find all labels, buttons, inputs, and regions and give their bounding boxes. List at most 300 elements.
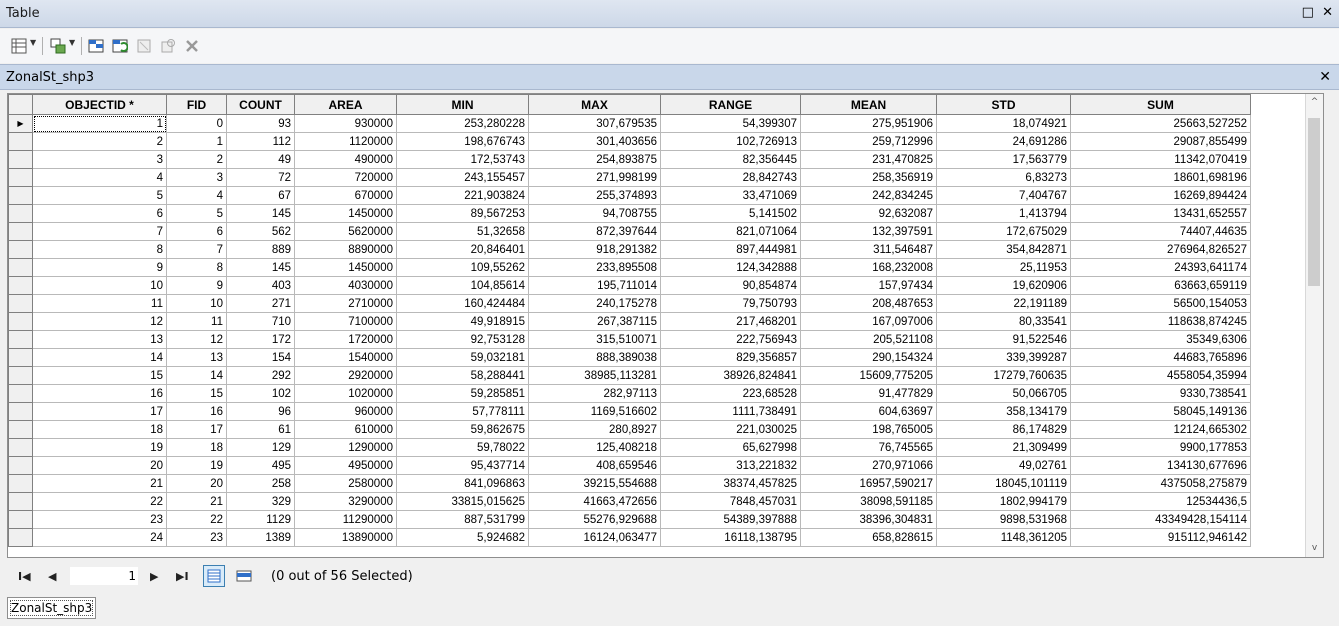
- table-cell[interactable]: 9: [33, 259, 167, 277]
- table-cell[interactable]: 354,842871: [937, 241, 1071, 259]
- table-cell[interactable]: 21,309499: [937, 439, 1071, 457]
- table-cell[interactable]: 12: [167, 331, 227, 349]
- table-cell[interactable]: 9330,738541: [1071, 385, 1251, 403]
- table-cell[interactable]: 1450000: [295, 259, 397, 277]
- table-cell[interactable]: 205,521108: [801, 331, 937, 349]
- table-cell[interactable]: 222,756943: [661, 331, 801, 349]
- table-cell[interactable]: 92,753128: [397, 331, 529, 349]
- table-cell[interactable]: 1389: [227, 529, 295, 547]
- table-cell[interactable]: 38396,304831: [801, 511, 937, 529]
- table-cell[interactable]: 243,155457: [397, 169, 529, 187]
- row-selector[interactable]: [9, 295, 33, 313]
- table-cell[interactable]: 124,342888: [661, 259, 801, 277]
- table-cell[interactable]: 15: [167, 385, 227, 403]
- table-cell[interactable]: 1450000: [295, 205, 397, 223]
- table-cell[interactable]: 12534436,5: [1071, 493, 1251, 511]
- table-cell[interactable]: 253,280228: [397, 115, 529, 133]
- table-cell[interactable]: 8: [33, 241, 167, 259]
- table-cell[interactable]: 610000: [295, 421, 397, 439]
- table-cell[interactable]: 90,854874: [661, 277, 801, 295]
- table-cell[interactable]: 61: [227, 421, 295, 439]
- table-cell[interactable]: 2920000: [295, 367, 397, 385]
- restore-window-button[interactable]: □: [1301, 5, 1314, 20]
- row-selector[interactable]: [9, 277, 33, 295]
- table-cell[interactable]: 1111,738491: [661, 403, 801, 421]
- table-options-icon[interactable]: [9, 36, 29, 56]
- table-cell[interactable]: 18601,698196: [1071, 169, 1251, 187]
- table-row[interactable]: [9, 367, 1258, 385]
- table-cell[interactable]: 4950000: [295, 457, 397, 475]
- table-row[interactable]: [9, 205, 1258, 223]
- table-cell[interactable]: 12: [33, 313, 167, 331]
- table-cell[interactable]: 3290000: [295, 493, 397, 511]
- table-cell[interactable]: 20: [33, 457, 167, 475]
- table-cell[interactable]: 80,33541: [937, 313, 1071, 331]
- table-cell[interactable]: 18045,101119: [937, 475, 1071, 493]
- table-row[interactable]: [9, 511, 1258, 529]
- table-cell[interactable]: 56500,154053: [1071, 295, 1251, 313]
- table-cell[interactable]: 930000: [295, 115, 397, 133]
- table-cell[interactable]: 17,563779: [937, 151, 1071, 169]
- row-selector[interactable]: [9, 439, 33, 457]
- table-cell[interactable]: 22,191189: [937, 295, 1071, 313]
- table-cell[interactable]: 10: [167, 295, 227, 313]
- table-cell[interactable]: 4375058,275879: [1071, 475, 1251, 493]
- table-cell[interactable]: 1720000: [295, 331, 397, 349]
- table-cell[interactable]: 887,531799: [397, 511, 529, 529]
- table-cell[interactable]: 208,487653: [801, 295, 937, 313]
- table-row[interactable]: [9, 133, 1258, 151]
- table-cell[interactable]: 67: [227, 187, 295, 205]
- table-cell[interactable]: 134130,677696: [1071, 457, 1251, 475]
- table-cell[interactable]: 292: [227, 367, 295, 385]
- related-tables-icon[interactable]: [48, 36, 68, 56]
- table-cell[interactable]: 221,903824: [397, 187, 529, 205]
- row-selector[interactable]: [9, 133, 33, 151]
- row-selector[interactable]: [9, 457, 33, 475]
- table-cell[interactable]: 17279,760635: [937, 367, 1071, 385]
- table-cell[interactable]: 104,85614: [397, 277, 529, 295]
- table-cell[interactable]: 50,066705: [937, 385, 1071, 403]
- table-cell[interactable]: 915112,946142: [1071, 529, 1251, 547]
- first-record-icon[interactable]: I◀: [18, 570, 31, 583]
- table-cell[interactable]: 172: [227, 331, 295, 349]
- table-cell[interactable]: 20: [167, 475, 227, 493]
- table-cell[interactable]: 93: [227, 115, 295, 133]
- scroll-down-icon[interactable]: v: [1311, 543, 1318, 553]
- table-cell[interactable]: 5620000: [295, 223, 397, 241]
- table-cell[interactable]: 339,399287: [937, 349, 1071, 367]
- table-cell[interactable]: 25663,527252: [1071, 115, 1251, 133]
- table-cell[interactable]: 1169,516602: [529, 403, 661, 421]
- table-cell[interactable]: 11342,070419: [1071, 151, 1251, 169]
- column-header[interactable]: MEAN: [801, 95, 937, 115]
- table-cell[interactable]: 495: [227, 457, 295, 475]
- table-cell[interactable]: 95,437714: [397, 457, 529, 475]
- table-cell[interactable]: 18: [167, 439, 227, 457]
- table-cell[interactable]: 195,711014: [529, 277, 661, 295]
- table-cell[interactable]: 94,708755: [529, 205, 661, 223]
- table-cell[interactable]: 11: [33, 295, 167, 313]
- table-cell[interactable]: 102,726913: [661, 133, 801, 151]
- table-cell[interactable]: 280,8927: [529, 421, 661, 439]
- table-cell[interactable]: 15: [33, 367, 167, 385]
- table-cell[interactable]: 1129: [227, 511, 295, 529]
- table-cell[interactable]: 13: [33, 331, 167, 349]
- table-cell[interactable]: 38985,113281: [529, 367, 661, 385]
- table-row[interactable]: [9, 223, 1258, 241]
- last-record-icon[interactable]: ▶I: [176, 570, 189, 583]
- table-cell[interactable]: 358,134179: [937, 403, 1071, 421]
- table-cell[interactable]: 172,53743: [397, 151, 529, 169]
- table-cell[interactable]: 58045,149136: [1071, 403, 1251, 421]
- row-selector[interactable]: [9, 385, 33, 403]
- table-cell[interactable]: 918,291382: [529, 241, 661, 259]
- table-cell[interactable]: 44683,765896: [1071, 349, 1251, 367]
- table-cell[interactable]: 86,174829: [937, 421, 1071, 439]
- row-selector[interactable]: [9, 367, 33, 385]
- table-cell[interactable]: 0: [167, 115, 227, 133]
- table-cell[interactable]: 198,676743: [397, 133, 529, 151]
- table-cell[interactable]: 16: [33, 385, 167, 403]
- table-cell[interactable]: 59,862675: [397, 421, 529, 439]
- row-selector[interactable]: [9, 349, 33, 367]
- column-header[interactable]: OBJECTID *: [33, 95, 167, 115]
- table-cell[interactable]: 258: [227, 475, 295, 493]
- column-header[interactable]: STD: [937, 95, 1071, 115]
- table-cell[interactable]: 315,510071: [529, 331, 661, 349]
- row-selector[interactable]: [9, 421, 33, 439]
- table-row[interactable]: [9, 169, 1258, 187]
- table-cell[interactable]: 16269,894424: [1071, 187, 1251, 205]
- table-row[interactable]: [9, 385, 1258, 403]
- table-cell[interactable]: 720000: [295, 169, 397, 187]
- table-cell[interactable]: 1290000: [295, 439, 397, 457]
- row-selector[interactable]: [9, 475, 33, 493]
- table-cell[interactable]: 670000: [295, 187, 397, 205]
- table-cell[interactable]: 329: [227, 493, 295, 511]
- show-all-records-icon[interactable]: [203, 565, 225, 587]
- table-cell[interactable]: 172,675029: [937, 223, 1071, 241]
- row-selector[interactable]: [9, 169, 33, 187]
- table-cell[interactable]: 403: [227, 277, 295, 295]
- table-cell[interactable]: 14: [167, 367, 227, 385]
- table-cell[interactable]: 145: [227, 205, 295, 223]
- table-cell[interactable]: 91,477829: [801, 385, 937, 403]
- table-cell[interactable]: 19: [33, 439, 167, 457]
- table-cell[interactable]: 7,404767: [937, 187, 1071, 205]
- table-row[interactable]: [9, 421, 1258, 439]
- table-cell[interactable]: 41663,472656: [529, 493, 661, 511]
- table-cell[interactable]: 38098,591185: [801, 493, 937, 511]
- table-cell[interactable]: 28,842743: [661, 169, 801, 187]
- table-cell[interactable]: 29087,855499: [1071, 133, 1251, 151]
- table-cell[interactable]: 8: [167, 259, 227, 277]
- table-cell[interactable]: 658,828615: [801, 529, 937, 547]
- table-cell[interactable]: 49,02761: [937, 457, 1071, 475]
- table-cell[interactable]: 112: [227, 133, 295, 151]
- table-cell[interactable]: 38374,457825: [661, 475, 801, 493]
- table-cell[interactable]: 240,175278: [529, 295, 661, 313]
- table-cell[interactable]: 897,444981: [661, 241, 801, 259]
- table-cell[interactable]: 35349,6306: [1071, 331, 1251, 349]
- table-cell[interactable]: 5,141502: [661, 205, 801, 223]
- close-layer-button[interactable]: ✕: [1319, 69, 1331, 85]
- table-cell[interactable]: 4030000: [295, 277, 397, 295]
- table-cell[interactable]: 38926,824841: [661, 367, 801, 385]
- table-cell[interactable]: 2710000: [295, 295, 397, 313]
- table-cell[interactable]: 57,778111: [397, 403, 529, 421]
- row-selector[interactable]: [9, 223, 33, 241]
- table-cell[interactable]: 3: [33, 151, 167, 169]
- table-cell[interactable]: 960000: [295, 403, 397, 421]
- table-cell[interactable]: 33,471069: [661, 187, 801, 205]
- column-header[interactable]: RANGE: [661, 95, 801, 115]
- table-cell[interactable]: 14: [33, 349, 167, 367]
- table-cell[interactable]: 8890000: [295, 241, 397, 259]
- table-cell[interactable]: 6,83273: [937, 169, 1071, 187]
- table-row[interactable]: [9, 349, 1258, 367]
- table-row[interactable]: [9, 295, 1258, 313]
- table-cell[interactable]: 92,632087: [801, 205, 937, 223]
- column-header[interactable]: AREA: [295, 95, 397, 115]
- column-header[interactable]: COUNT: [227, 95, 295, 115]
- table-cell[interactable]: 217,468201: [661, 313, 801, 331]
- table-row[interactable]: [9, 493, 1258, 511]
- table-cell[interactable]: 49,918915: [397, 313, 529, 331]
- table-cell[interactable]: 7100000: [295, 313, 397, 331]
- table-cell[interactable]: 15609,775205: [801, 367, 937, 385]
- table-cell[interactable]: 604,63697: [801, 403, 937, 421]
- table-cell[interactable]: 5,924682: [397, 529, 529, 547]
- switch-selection-icon[interactable]: [110, 36, 130, 56]
- table-cell[interactable]: 63663,659119: [1071, 277, 1251, 295]
- table-cell[interactable]: 9: [167, 277, 227, 295]
- table-cell[interactable]: 872,397644: [529, 223, 661, 241]
- table-cell[interactable]: 408,659546: [529, 457, 661, 475]
- table-cell[interactable]: 254,893875: [529, 151, 661, 169]
- table-cell[interactable]: 562: [227, 223, 295, 241]
- table-cell[interactable]: 18,074921: [937, 115, 1071, 133]
- select-all-header[interactable]: [9, 95, 33, 115]
- table-cell[interactable]: 59,032181: [397, 349, 529, 367]
- row-selector[interactable]: [9, 403, 33, 421]
- table-cell[interactable]: 2580000: [295, 475, 397, 493]
- delete-selected-icon[interactable]: [182, 36, 202, 56]
- table-cell[interactable]: 198,765005: [801, 421, 937, 439]
- table-cell[interactable]: 167,097006: [801, 313, 937, 331]
- table-cell[interactable]: 1540000: [295, 349, 397, 367]
- table-cell[interactable]: 5: [33, 187, 167, 205]
- row-selector[interactable]: [9, 493, 33, 511]
- table-cell[interactable]: 19: [167, 457, 227, 475]
- row-selector[interactable]: [9, 241, 33, 259]
- table-cell[interactable]: 1020000: [295, 385, 397, 403]
- table-cell[interactable]: 13431,652557: [1071, 205, 1251, 223]
- row-selector[interactable]: [9, 205, 33, 223]
- vertical-scrollbar[interactable]: [1305, 94, 1323, 557]
- table-cell[interactable]: 311,546487: [801, 241, 937, 259]
- select-by-attributes-icon[interactable]: [86, 36, 106, 56]
- row-selector[interactable]: [9, 511, 33, 529]
- table-cell[interactable]: 307,679535: [529, 115, 661, 133]
- table-cell[interactable]: 129: [227, 439, 295, 457]
- table-cell[interactable]: 1,413794: [937, 205, 1071, 223]
- table-row[interactable]: [9, 403, 1258, 421]
- table-cell[interactable]: 1: [33, 115, 167, 133]
- table-cell[interactable]: 18: [33, 421, 167, 439]
- table-cell[interactable]: 82,356445: [661, 151, 801, 169]
- table-row[interactable]: [9, 241, 1258, 259]
- column-header[interactable]: SUM: [1071, 95, 1251, 115]
- table-cell[interactable]: 271: [227, 295, 295, 313]
- table-cell[interactable]: 11290000: [295, 511, 397, 529]
- table-cell[interactable]: 132,397591: [801, 223, 937, 241]
- table-cell[interactable]: 16: [167, 403, 227, 421]
- table-cell[interactable]: 2: [167, 151, 227, 169]
- table-cell[interactable]: 282,97113: [529, 385, 661, 403]
- table-cell[interactable]: 1148,361205: [937, 529, 1071, 547]
- row-selector[interactable]: [9, 529, 33, 547]
- show-selected-records-icon[interactable]: [233, 565, 255, 587]
- table-cell[interactable]: 22: [167, 511, 227, 529]
- table-row[interactable]: [9, 457, 1258, 475]
- table-cell[interactable]: 24393,641174: [1071, 259, 1251, 277]
- table-cell[interactable]: 24: [33, 529, 167, 547]
- table-cell[interactable]: 72: [227, 169, 295, 187]
- table-cell[interactable]: 223,68528: [661, 385, 801, 403]
- table-cell[interactable]: 109,55262: [397, 259, 529, 277]
- table-cell[interactable]: 11: [167, 313, 227, 331]
- table-cell[interactable]: 3: [167, 169, 227, 187]
- table-cell[interactable]: 13890000: [295, 529, 397, 547]
- table-row[interactable]: [9, 259, 1258, 277]
- table-cell[interactable]: 58,288441: [397, 367, 529, 385]
- next-record-icon[interactable]: ▶: [150, 570, 159, 583]
- table-cell[interactable]: 242,834245: [801, 187, 937, 205]
- table-cell[interactable]: 221,030025: [661, 421, 801, 439]
- table-cell[interactable]: 89,567253: [397, 205, 529, 223]
- row-selector[interactable]: [9, 187, 33, 205]
- column-header[interactable]: FID: [167, 95, 227, 115]
- table-cell[interactable]: 24,691286: [937, 133, 1071, 151]
- tab-zonalst-shp3[interactable]: [7, 597, 96, 619]
- table-row[interactable]: [9, 331, 1258, 349]
- table-cell[interactable]: 7: [167, 241, 227, 259]
- table-cell[interactable]: 39215,554688: [529, 475, 661, 493]
- scroll-up-icon[interactable]: ^: [1310, 97, 1319, 107]
- table-cell[interactable]: 91,522546: [937, 331, 1071, 349]
- table-cell[interactable]: 17: [33, 403, 167, 421]
- table-cell[interactable]: 6: [167, 223, 227, 241]
- table-cell[interactable]: 841,096863: [397, 475, 529, 493]
- table-row[interactable]: [9, 187, 1258, 205]
- table-cell[interactable]: 1: [167, 133, 227, 151]
- table-cell[interactable]: 1802,994179: [937, 493, 1071, 511]
- table-cell[interactable]: 23: [167, 529, 227, 547]
- table-cell[interactable]: 889: [227, 241, 295, 259]
- table-cell[interactable]: 4558054,35994: [1071, 367, 1251, 385]
- table-cell[interactable]: 25,11953: [937, 259, 1071, 277]
- table-cell[interactable]: 23: [33, 511, 167, 529]
- row-selector[interactable]: [9, 313, 33, 331]
- table-cell[interactable]: 17: [167, 421, 227, 439]
- table-cell[interactable]: 145: [227, 259, 295, 277]
- table-row[interactable]: [9, 115, 1258, 133]
- table-cell[interactable]: 233,895508: [529, 259, 661, 277]
- column-header[interactable]: MIN: [397, 95, 529, 115]
- row-selector[interactable]: [9, 331, 33, 349]
- table-cell[interactable]: 888,389038: [529, 349, 661, 367]
- close-window-button[interactable]: ✕: [1322, 5, 1333, 20]
- table-cell[interactable]: 5: [167, 205, 227, 223]
- table-cell[interactable]: 490000: [295, 151, 397, 169]
- row-selector[interactable]: [9, 259, 33, 277]
- current-record-input[interactable]: 1: [70, 567, 138, 585]
- table-cell[interactable]: 74407,44635: [1071, 223, 1251, 241]
- table-cell[interactable]: 157,97434: [801, 277, 937, 295]
- table-row[interactable]: [9, 277, 1258, 295]
- table-cell[interactable]: 79,750793: [661, 295, 801, 313]
- table-row[interactable]: [9, 151, 1258, 169]
- table-cell[interactable]: 102: [227, 385, 295, 403]
- table-cell[interactable]: 125,408218: [529, 439, 661, 457]
- table-cell[interactable]: 19,620906: [937, 277, 1071, 295]
- table-cell[interactable]: 259,712996: [801, 133, 937, 151]
- table-cell[interactable]: 16957,590217: [801, 475, 937, 493]
- table-cell[interactable]: 4: [33, 169, 167, 187]
- table-cell[interactable]: 313,221832: [661, 457, 801, 475]
- table-cell[interactable]: 290,154324: [801, 349, 937, 367]
- column-header[interactable]: MAX: [529, 95, 661, 115]
- table-cell[interactable]: 43349428,154114: [1071, 511, 1251, 529]
- table-cell[interactable]: 51,32658: [397, 223, 529, 241]
- table-row[interactable]: [9, 529, 1258, 547]
- table-cell[interactable]: 271,998199: [529, 169, 661, 187]
- table-cell[interactable]: 4: [167, 187, 227, 205]
- table-cell[interactable]: 710: [227, 313, 295, 331]
- table-cell[interactable]: 231,470825: [801, 151, 937, 169]
- table-cell[interactable]: 22: [33, 493, 167, 511]
- table-cell[interactable]: 55276,929688: [529, 511, 661, 529]
- table-cell[interactable]: 160,424484: [397, 295, 529, 313]
- table-cell[interactable]: 301,403656: [529, 133, 661, 151]
- table-cell[interactable]: 276964,826527: [1071, 241, 1251, 259]
- table-cell[interactable]: 118638,874245: [1071, 313, 1251, 331]
- zoom-to-selected-icon[interactable]: [158, 36, 178, 56]
- previous-record-icon[interactable]: ◀: [48, 570, 57, 583]
- row-selector[interactable]: [9, 151, 33, 169]
- table-cell[interactable]: 65,627998: [661, 439, 801, 457]
- table-cell[interactable]: 21: [33, 475, 167, 493]
- row-selector[interactable]: ▶: [9, 115, 33, 133]
- table-cell[interactable]: 821,071064: [661, 223, 801, 241]
- table-cell[interactable]: 270,971066: [801, 457, 937, 475]
- table-cell[interactable]: 10: [33, 277, 167, 295]
- table-cell[interactable]: 12124,665302: [1071, 421, 1251, 439]
- table-cell[interactable]: 16118,138795: [661, 529, 801, 547]
- table-options-dropdown-icon[interactable]: ▼: [30, 38, 37, 47]
- table-cell[interactable]: 275,951906: [801, 115, 937, 133]
- table-cell[interactable]: 49: [227, 151, 295, 169]
- table-cell[interactable]: 54,399307: [661, 115, 801, 133]
- table-cell[interactable]: 9898,531968: [937, 511, 1071, 529]
- clear-selection-icon[interactable]: [134, 36, 154, 56]
- table-cell[interactable]: 168,232008: [801, 259, 937, 277]
- table-cell[interactable]: 258,356919: [801, 169, 937, 187]
- table-cell[interactable]: 96: [227, 403, 295, 421]
- table-cell[interactable]: 33815,015625: [397, 493, 529, 511]
